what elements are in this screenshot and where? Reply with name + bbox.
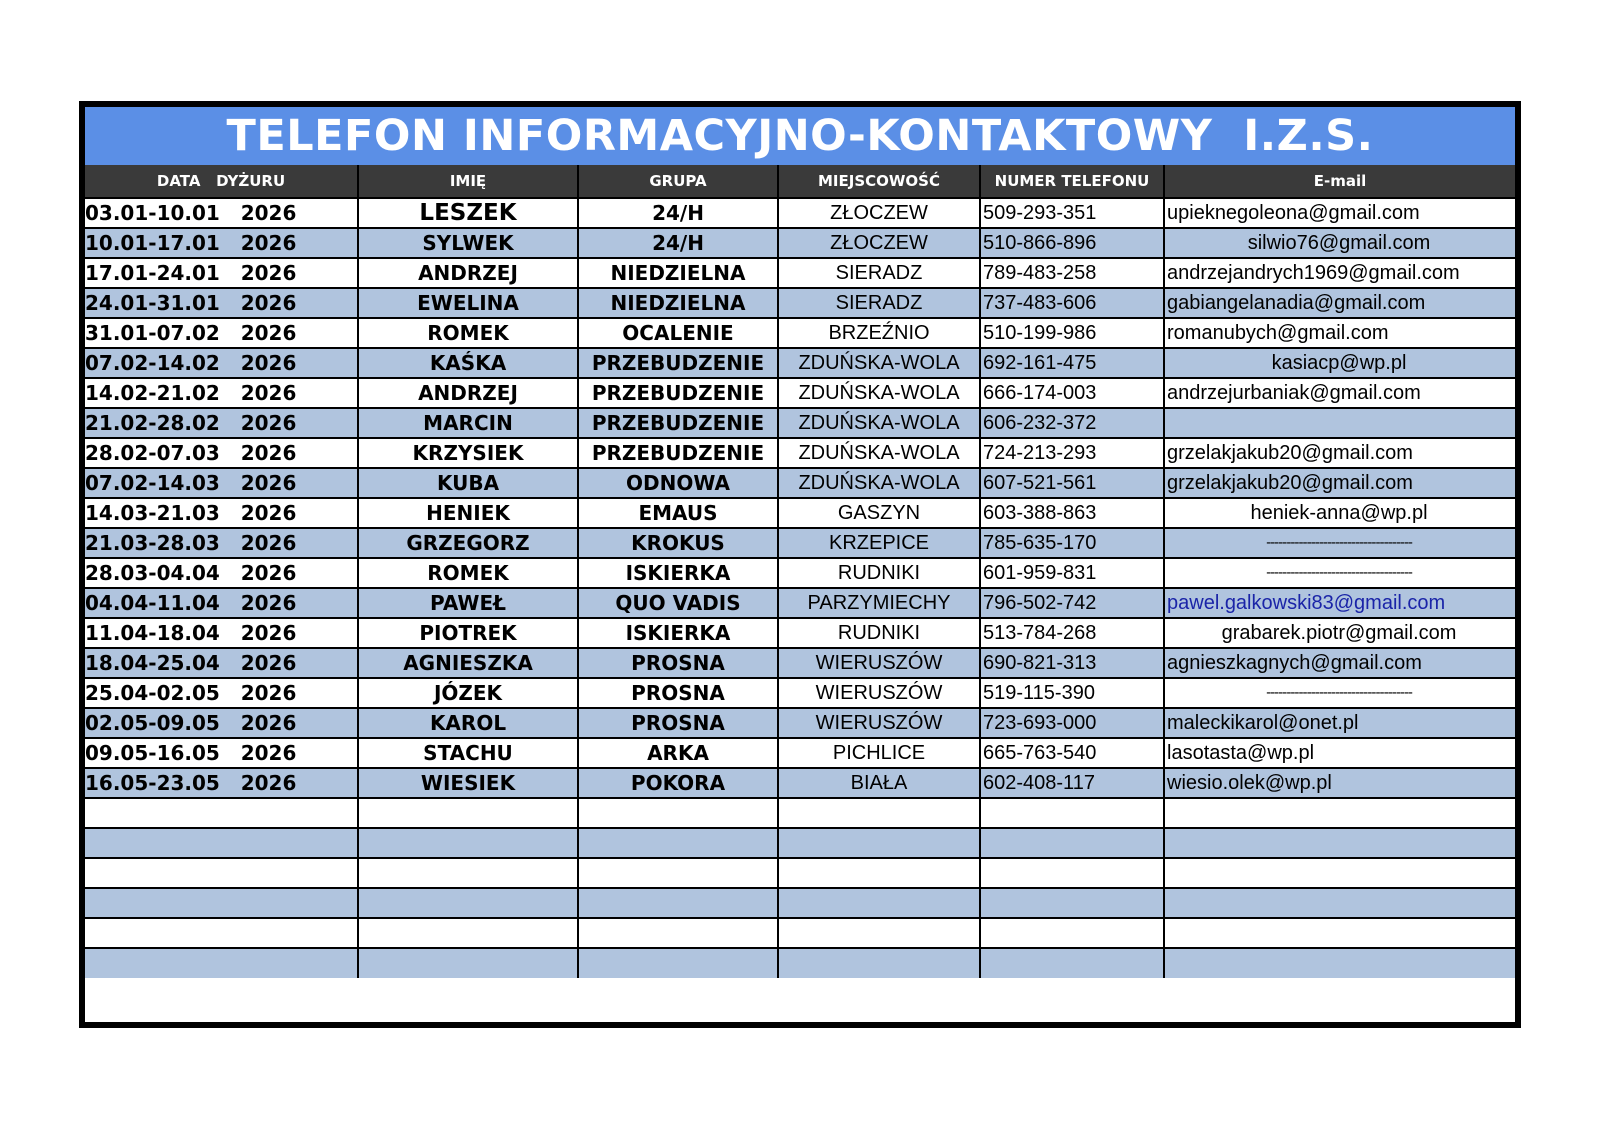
empty-cell: [1164, 828, 1515, 858]
phone-cell: 607-521-561: [980, 468, 1164, 498]
phone-cell: 666-174-003: [980, 378, 1164, 408]
email-cell[interactable]: grzelakjakub20@gmail.com: [1164, 468, 1515, 498]
empty-cell: [1164, 918, 1515, 948]
empty-cell: [578, 798, 778, 828]
date-cell: 03.01-10.01 2026: [85, 198, 358, 228]
date-cell: 21.03-28.03 2026: [85, 528, 358, 558]
date-cell: 14.03-21.03 2026: [85, 498, 358, 528]
name-cell: ROMEK: [358, 558, 578, 588]
date-cell: 28.03-04.04 2026: [85, 558, 358, 588]
date-cell: 11.04-18.04 2026: [85, 618, 358, 648]
date-cell: 02.05-09.05 2026: [85, 708, 358, 738]
date-cell: 10.01-17.01 2026: [85, 228, 358, 258]
table-row: [85, 618, 1515, 648]
empty-cell: [358, 798, 578, 828]
email-cell: [1164, 408, 1515, 438]
name-cell: ANDRZEJ: [358, 258, 578, 288]
city-cell: ZŁOCZEW: [778, 198, 980, 228]
table-row: [85, 738, 1515, 768]
table-row: [85, 588, 1515, 618]
empty-row: [85, 918, 1515, 948]
name-cell: LESZEK: [358, 198, 578, 228]
name-cell: PIOTREK: [358, 618, 578, 648]
name-cell: ANDRZEJ: [358, 378, 578, 408]
duty-table: [85, 165, 1515, 978]
name-cell: MARCIN: [358, 408, 578, 438]
name-cell: SYLWEK: [358, 228, 578, 258]
name-cell: HENIEK: [358, 498, 578, 528]
empty-cell: [980, 828, 1164, 858]
empty-cell: [578, 858, 778, 888]
group-cell: NIEDZIELNA: [578, 288, 778, 318]
date-cell: 24.01-31.01 2026: [85, 288, 358, 318]
table-row: [85, 678, 1515, 708]
empty-cell: [578, 948, 778, 978]
date-cell: 28.02-07.03 2026: [85, 438, 358, 468]
contact-sheet: [79, 101, 1521, 1028]
date-cell: 04.04-11.04 2026: [85, 588, 358, 618]
email-cell[interactable]: heniek-anna@wp.pl: [1164, 498, 1515, 528]
name-cell: KRZYSIEK: [358, 438, 578, 468]
empty-cell: [578, 888, 778, 918]
empty-cell: [358, 828, 578, 858]
phone-cell: 789-483-258: [980, 258, 1164, 288]
email-cell: ------------------------------------: [1164, 558, 1515, 588]
group-cell: ISKIERKA: [578, 618, 778, 648]
city-cell: RUDNIKI: [778, 618, 980, 648]
name-cell: PAWEŁ: [358, 588, 578, 618]
phone-cell: 602-408-117: [980, 768, 1164, 798]
phone-cell: 606-232-372: [980, 408, 1164, 438]
table-row: [85, 258, 1515, 288]
name-cell: KAŚKA: [358, 348, 578, 378]
empty-cell: [358, 948, 578, 978]
group-cell: NIEDZIELNA: [578, 258, 778, 288]
table-row: [85, 768, 1515, 798]
phone-cell: 737-483-606: [980, 288, 1164, 318]
city-cell: ZDUŃSKA-WOLA: [778, 438, 980, 468]
empty-cell: [980, 918, 1164, 948]
city-cell: BIAŁA: [778, 768, 980, 798]
empty-row: [85, 798, 1515, 828]
table-row: [85, 378, 1515, 408]
city-cell: SIERADZ: [778, 288, 980, 318]
group-cell: PRZEBUDZENIE: [578, 408, 778, 438]
date-cell: 21.02-28.02 2026: [85, 408, 358, 438]
name-cell: WIESIEK: [358, 768, 578, 798]
empty-row: [85, 888, 1515, 918]
group-cell: PRZEBUDZENIE: [578, 348, 778, 378]
phone-cell: 796-502-742: [980, 588, 1164, 618]
table-row: [85, 288, 1515, 318]
city-cell: PICHLICE: [778, 738, 980, 768]
phone-cell: 510-199-986: [980, 318, 1164, 348]
empty-row: [85, 858, 1515, 888]
phone-cell: 601-959-831: [980, 558, 1164, 588]
city-cell: WIERUSZÓW: [778, 708, 980, 738]
city-cell: ZDUŃSKA-WOLA: [778, 378, 980, 408]
empty-cell: [578, 828, 778, 858]
empty-cell: [358, 918, 578, 948]
city-cell: ZDUŃSKA-WOLA: [778, 348, 980, 378]
group-cell: ISKIERKA: [578, 558, 778, 588]
email-cell[interactable]: upieknegoleona@gmail.com: [1164, 198, 1515, 228]
header-email: E-mail: [1164, 165, 1515, 198]
group-cell: KROKUS: [578, 528, 778, 558]
email-cell[interactable]: kasiacp@wp.pl: [1164, 348, 1515, 378]
city-cell: ZDUŃSKA-WOLA: [778, 468, 980, 498]
table-row: [85, 228, 1515, 258]
name-cell: STACHU: [358, 738, 578, 768]
city-cell: WIERUSZÓW: [778, 678, 980, 708]
table-row: [85, 318, 1515, 348]
empty-cell: [85, 888, 358, 918]
city-cell: WIERUSZÓW: [778, 648, 980, 678]
city-cell: BRZEŹNIO: [778, 318, 980, 348]
table-row: [85, 408, 1515, 438]
phone-cell: 724-213-293: [980, 438, 1164, 468]
empty-cell: [778, 948, 980, 978]
email-cell[interactable]: silwio76@gmail.com: [1164, 228, 1515, 258]
empty-cell: [85, 858, 358, 888]
empty-cell: [980, 798, 1164, 828]
email-cell[interactable]: maleckikarol@onet.pl: [1164, 708, 1515, 738]
empty-cell: [1164, 798, 1515, 828]
empty-cell: [1164, 888, 1515, 918]
name-cell: KAROL: [358, 708, 578, 738]
table-row: [85, 198, 1515, 228]
empty-cell: [85, 828, 358, 858]
email-cell[interactable]: romanubych@gmail.com: [1164, 318, 1515, 348]
name-cell: ROMEK: [358, 318, 578, 348]
phone-cell: 509-293-351: [980, 198, 1164, 228]
group-cell: ARKA: [578, 738, 778, 768]
empty-cell: [778, 918, 980, 948]
phone-cell: 513-784-268: [980, 618, 1164, 648]
header-group: GRUPA: [578, 165, 778, 198]
group-cell: OCALENIE: [578, 318, 778, 348]
date-cell: 17.01-24.01 2026: [85, 258, 358, 288]
empty-cell: [980, 948, 1164, 978]
group-cell: POKORA: [578, 768, 778, 798]
group-cell: EMAUS: [578, 498, 778, 528]
date-cell: 31.01-07.02 2026: [85, 318, 358, 348]
city-cell: KRZEPICE: [778, 528, 980, 558]
group-cell: QUO VADIS: [578, 588, 778, 618]
group-cell: PRZEBUDZENIE: [578, 378, 778, 408]
phone-cell: 785-635-170: [980, 528, 1164, 558]
phone-cell: 519-115-390: [980, 678, 1164, 708]
phone-cell: 690-821-313: [980, 648, 1164, 678]
group-cell: 24/H: [578, 198, 778, 228]
city-cell: ZDUŃSKA-WOLA: [778, 408, 980, 438]
name-cell: EWELINA: [358, 288, 578, 318]
city-cell: RUDNIKI: [778, 558, 980, 588]
table-row: [85, 528, 1515, 558]
empty-cell: [778, 828, 980, 858]
phone-cell: 692-161-475: [980, 348, 1164, 378]
email-cell[interactable]: andrzejurbaniak@gmail.com: [1164, 378, 1515, 408]
city-cell: ZŁOCZEW: [778, 228, 980, 258]
empty-cell: [358, 858, 578, 888]
empty-cell: [578, 918, 778, 948]
table-body: [85, 198, 1515, 978]
header-phone: NUMER TELEFONU: [980, 165, 1164, 198]
name-cell: KUBA: [358, 468, 578, 498]
empty-cell: [778, 888, 980, 918]
empty-cell: [778, 798, 980, 828]
table-row: [85, 438, 1515, 468]
name-cell: JÓZEK: [358, 678, 578, 708]
email-cell[interactable]: gabiangelanadia@gmail.com: [1164, 288, 1515, 318]
group-cell: 24/H: [578, 228, 778, 258]
empty-cell: [358, 888, 578, 918]
empty-cell: [1164, 858, 1515, 888]
email-cell[interactable]: grzelakjakub20@gmail.com: [1164, 438, 1515, 468]
email-cell[interactable]: lasotasta@wp.pl: [1164, 738, 1515, 768]
phone-cell: 510-866-896: [980, 228, 1164, 258]
phone-cell: 603-388-863: [980, 498, 1164, 528]
date-cell: 14.02-21.02 2026: [85, 378, 358, 408]
group-cell: PROSNA: [578, 648, 778, 678]
group-cell: ODNOWA: [578, 468, 778, 498]
date-cell: 16.05-23.05 2026: [85, 768, 358, 798]
email-cell: ------------------------------------: [1164, 528, 1515, 558]
city-cell: PARZYMIECHY: [778, 588, 980, 618]
email-cell[interactable]: grabarek.piotr@gmail.com: [1164, 618, 1515, 648]
table-row: [85, 348, 1515, 378]
table-row: [85, 648, 1515, 678]
empty-cell: [85, 918, 358, 948]
empty-cell: [1164, 948, 1515, 978]
date-cell: 18.04-25.04 2026: [85, 648, 358, 678]
name-cell: AGNIESZKA: [358, 648, 578, 678]
name-cell: GRZEGORZ: [358, 528, 578, 558]
phone-cell: 723-693-000: [980, 708, 1164, 738]
group-cell: PROSNA: [578, 678, 778, 708]
sheet-title: TELEFON INFORMACYJNO-KONTAKTOWY I.Z.S.: [85, 107, 1515, 165]
email-cell[interactable]: andrzejandrych1969@gmail.com: [1164, 258, 1515, 288]
table-row: [85, 708, 1515, 738]
table-row: [85, 468, 1515, 498]
city-cell: SIERADZ: [778, 258, 980, 288]
date-cell: 07.02-14.02 2026: [85, 348, 358, 378]
email-cell[interactable]: agnieszkagnych@gmail.com: [1164, 648, 1515, 678]
group-cell: PRZEBUDZENIE: [578, 438, 778, 468]
header-row: [85, 165, 1515, 198]
header-name: IMIĘ: [358, 165, 578, 198]
empty-cell: [980, 888, 1164, 918]
header-city: MIEJSCOWOŚĆ: [778, 165, 980, 198]
date-cell: 25.04-02.05 2026: [85, 678, 358, 708]
date-cell: 09.05-16.05 2026: [85, 738, 358, 768]
header-date: DATA DYŻURU: [85, 165, 358, 198]
empty-row: [85, 948, 1515, 978]
email-cell: ------------------------------------: [1164, 678, 1515, 708]
phone-cell: 665-763-540: [980, 738, 1164, 768]
date-cell: 07.02-14.03 2026: [85, 468, 358, 498]
empty-cell: [85, 798, 358, 828]
email-cell[interactable]: pawel.galkowski83@gmail.com: [1164, 588, 1515, 618]
empty-row: [85, 828, 1515, 858]
empty-cell: [85, 948, 358, 978]
table-row: [85, 558, 1515, 588]
table-row: [85, 498, 1515, 528]
empty-cell: [778, 858, 980, 888]
group-cell: PROSNA: [578, 708, 778, 738]
email-cell[interactable]: wiesio.olek@wp.pl: [1164, 768, 1515, 798]
city-cell: GASZYN: [778, 498, 980, 528]
empty-cell: [980, 858, 1164, 888]
